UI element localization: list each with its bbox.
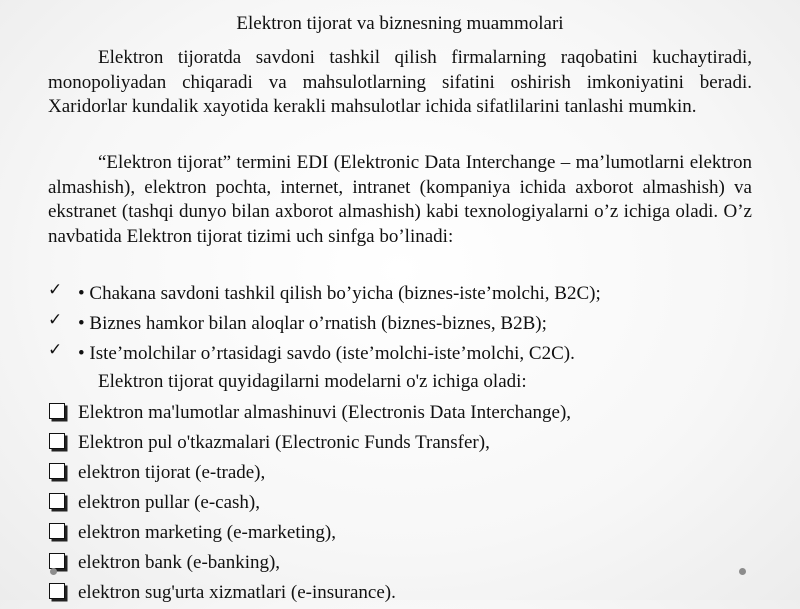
check-item-text: • Chakana savdoni tashkil qilish bo’yicha (biznes-iste’molchi, B2C); — [78, 283, 601, 304]
check-item-text: • Biznes hamkor bilan aloqlar o’rnatish (biznes-biznes, B2B); — [78, 313, 547, 334]
model-item-text: elektron pullar (e-cash), — [78, 492, 260, 513]
model-item-text: elektron sug'urta xizmatlari (e-insurance). — [78, 582, 396, 603]
slide-nav-dot-right — [739, 568, 746, 575]
checkbox-bullet-icon — [49, 493, 65, 509]
checkbox-bullet-icon — [49, 433, 65, 449]
paragraph-definition: “Elektron tijorat” termini EDI (Elektronic Data Interchange – ma’lumotlarni elektron almashish), elektron pochta, internet, intranet (kompaniya ichida axborot almashish) va ekstranet (tashqi dunyo bilan axborot almashish) kabi texnologiyalarni o’z ichiga oladi. O’z navbatida Elektron tijorat tizimi uch sinfga bo’linadi: — [48, 152, 752, 247]
check-item-text: • Iste’molchilar o’rtasidagi savdo (iste’molchi-iste’molchi, C2C). — [78, 343, 575, 364]
model-item-text: Elektron pul o'tkazmalari (Electronic Funds Transfer), — [78, 432, 490, 453]
checkbox-bullet-icon — [49, 553, 65, 569]
checkbox-bullet-icon — [49, 463, 65, 479]
slide-nav-dot-left — [50, 568, 57, 575]
model-item-text: Elektron ma'lumotlar almashinuvi (Electronis Data Interchange), — [78, 402, 572, 423]
models-intro: Elektron tijorat quyidagilarni modelarni o'z ichiga oladi: — [98, 371, 527, 392]
model-item-text: elektron tijorat (e-trade), — [78, 462, 266, 483]
model-item-text: elektron bank (e-banking), — [78, 552, 281, 573]
checkmark-icon: ✓ — [48, 280, 63, 300]
model-item-text: elektron marketing (e-marketing), — [78, 522, 336, 543]
slide-title: Elektron tijorat va biznesning muammolari — [236, 13, 564, 34]
checkbox-bullet-icon — [49, 403, 65, 419]
checkmark-icon: ✓ — [48, 340, 63, 360]
checkbox-bullet-icon — [49, 523, 65, 539]
checkmark-icon: ✓ — [48, 310, 63, 330]
paragraph-intro: Elektron tijoratda savdoni tashkil qilish firmalarning raqobatini kuchaytiradi, monopoliyadan chiqaradi va mahsulotlarning sifatini oshirish imkoniyatini beradi. Xaridorlar kundalik xayotida kerakli mahsulotlar ichida sifatlilarini tanlashi mumkin. — [48, 47, 752, 117]
checkbox-bullet-icon — [49, 583, 65, 599]
